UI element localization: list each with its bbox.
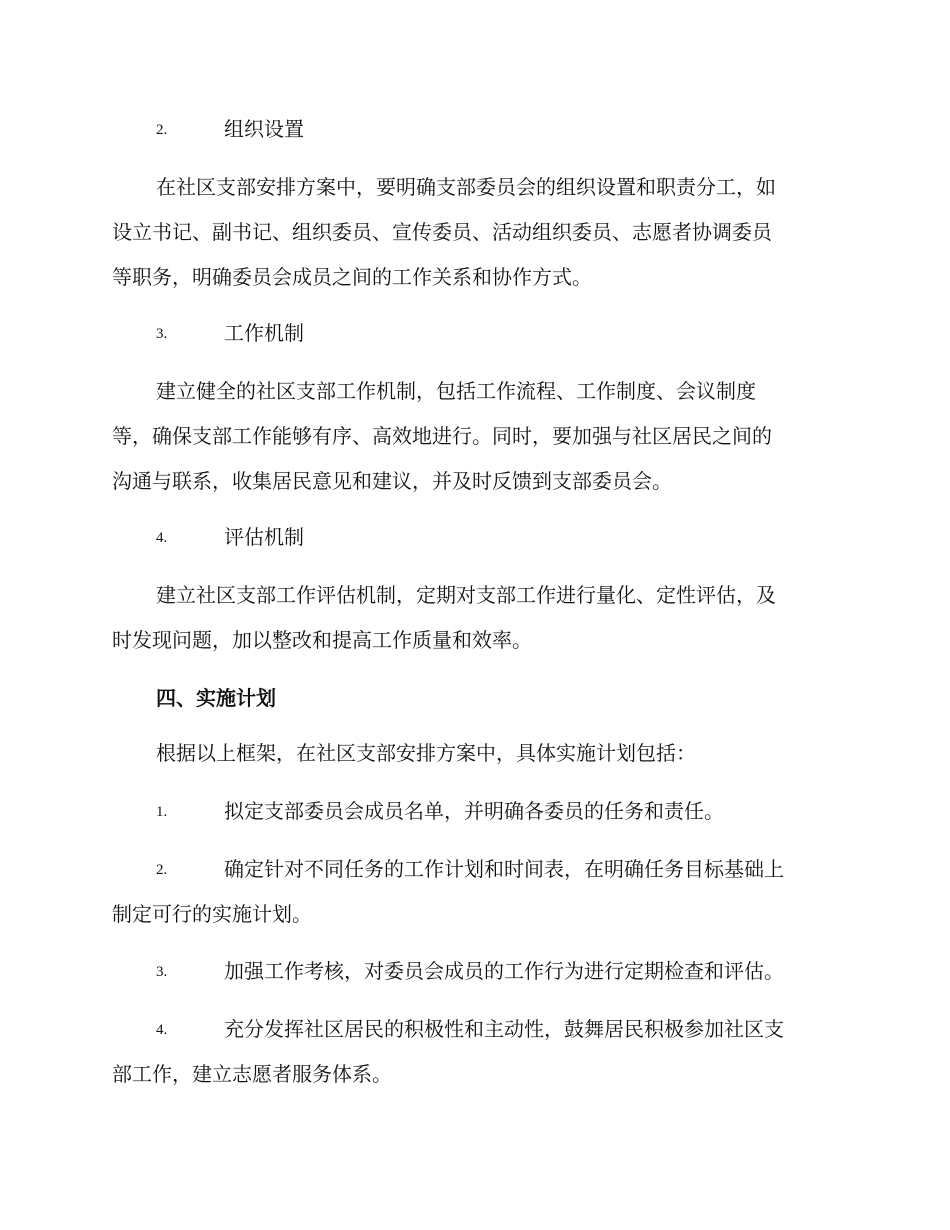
paragraph-line: 在社区支部安排方案中，要明确支部委员会的组织设置和职责分工，如 (156, 175, 776, 199)
plan-item-number: 3. (156, 964, 168, 980)
paragraph-line: 建立健全的社区支部工作机制，包括工作流程、工作制度、会议制度 (156, 379, 756, 403)
plan-item-number: 1. (156, 804, 168, 820)
chapter-heading: 四、实施计划 (156, 686, 276, 710)
plan-item-line: 确定针对不同任务的工作计划和时间表，在明确任务目标基础上 (224, 857, 784, 881)
paragraph-line: 等职务，明确委员会成员之间的工作关系和协作方式。 (112, 265, 592, 289)
plan-item-line: 加强工作考核，对委员会成员的工作行为进行定期检查和评估。 (224, 959, 784, 983)
plan-item-line: 制定可行的实施计划。 (112, 902, 312, 926)
plan-item-line: 充分发挥社区居民的积极性和主动性，鼓舞居民积极参加社区支 (224, 1017, 784, 1041)
section-title: 组织设置 (224, 117, 304, 141)
section-number: 2. (156, 122, 168, 138)
plan-item-line: 部工作，建立志愿者服务体系。 (112, 1062, 392, 1086)
plan-item-number: 4. (156, 1022, 168, 1038)
section-title: 评估机制 (224, 525, 304, 549)
paragraph-line: 时发现问题，加以整改和提高工作质量和效率。 (112, 628, 532, 652)
section-number: 4. (156, 530, 168, 546)
plan-item-line: 拟定支部委员会成员名单，并明确各委员的任务和责任。 (224, 799, 724, 823)
paragraph-line: 沟通与联系，收集居民意见和建议，并及时反馈到支部委员会。 (112, 469, 672, 493)
paragraph-line: 建立社区支部工作评估机制，定期对支部工作进行量化、定性评估，及 (156, 583, 776, 607)
plan-item-number: 2. (156, 862, 168, 878)
section-title: 工作机制 (224, 321, 304, 345)
chapter-intro: 根据以上框架，在社区支部安排方案中，具体实施计划包括： (156, 741, 696, 765)
paragraph-line: 设立书记、副书记、组织委员、宣传委员、活动组织委员、志愿者协调委员 (112, 220, 772, 244)
paragraph-line: 等，确保支部工作能够有序、高效地进行。同时，要加强与社区居民之间的 (112, 424, 772, 448)
section-number: 3. (156, 326, 168, 342)
